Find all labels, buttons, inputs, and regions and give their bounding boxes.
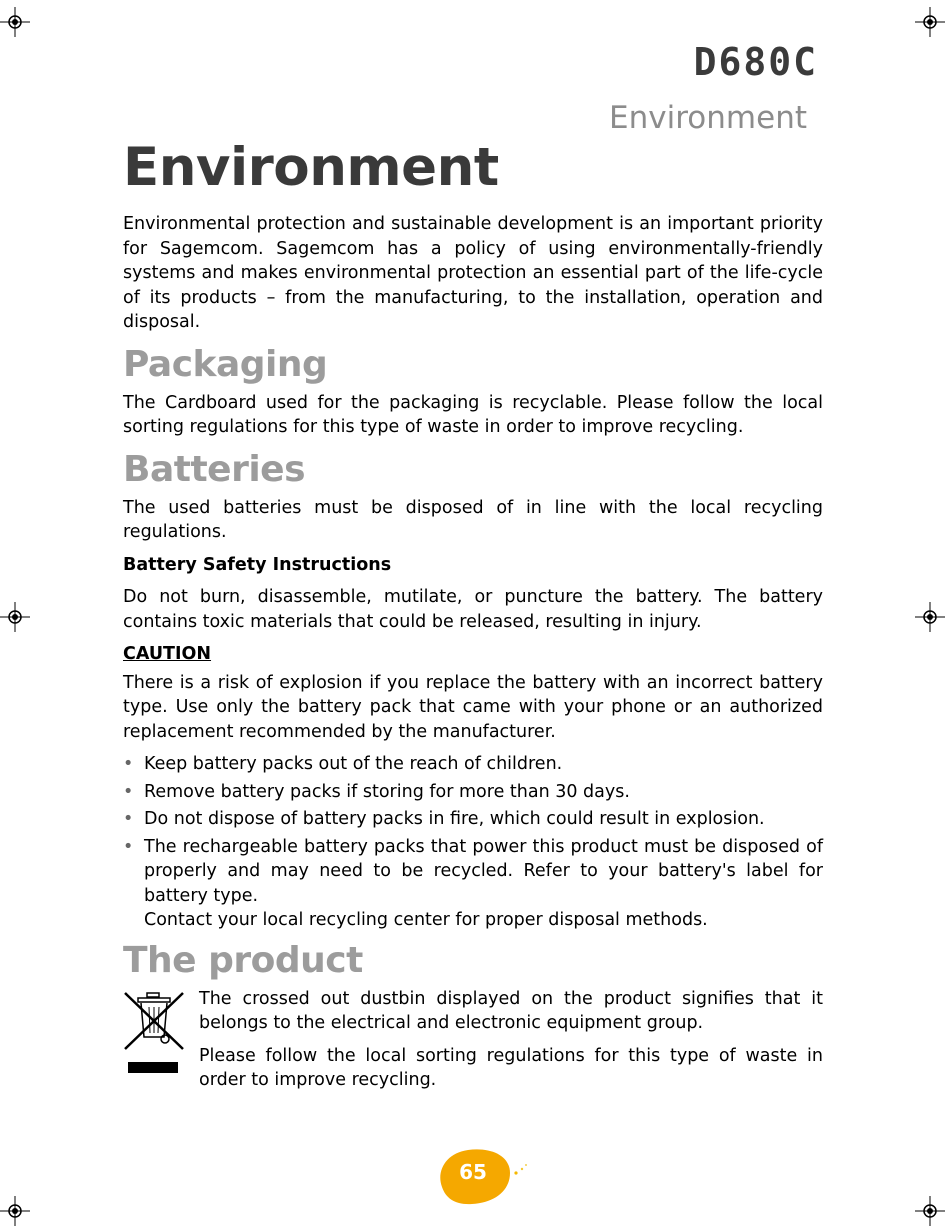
- product-block: [123, 987, 823, 1101]
- list-item-extra: Contact your local recycling center for proper disposal methods.: [144, 910, 708, 930]
- product-paragraph-1: The crossed out dustbin displayed on the product signifies that it belongs to the electrical and electronic equipment group.: [199, 988, 823, 1033]
- registration-mark-icon: [0, 1196, 30, 1226]
- page-number: 65: [459, 1160, 487, 1184]
- page-content: [123, 136, 823, 1101]
- product-heading: The product: [123, 939, 363, 981]
- packaging-paragraph: The Cardboard used for the packaging is recyclable. Please follow the local sorting regulations for this type of waste in order to improve recycling.: [123, 392, 823, 437]
- list-item: • Do not dispose of battery packs in fire, which could result in explosion.: [123, 809, 765, 829]
- registration-mark-icon: [0, 7, 30, 37]
- registration-mark-icon: [915, 1196, 945, 1226]
- packaging-heading: Packaging: [123, 343, 328, 385]
- battery-bullet-list: [123, 752, 823, 933]
- batteries-paragraph: The used batteries must be disposed of in line with the local recycling regulations.: [123, 497, 823, 542]
- list-item: • The rechargeable battery packs that power this product must be disposed of properly and may need to be recycled. Refer to your battery's label for battery type. Contact your local recycling center for proper disposal methods.: [123, 836, 823, 930]
- list-item: • Remove battery packs if storing for more than 30 days.: [123, 781, 630, 802]
- section-header: Environment: [609, 100, 807, 136]
- list-item: • Keep battery packs out of the reach of children.: [123, 754, 563, 774]
- caution-paragraph: There is a risk of explosion if you replace the battery with an incorrect battery type. Use only the battery pack that came with your phone or an authorized replacement recommended by the manufacturer.: [123, 672, 823, 742]
- intro-paragraph: Environmental protection and sustainable development is an important priority for Sagemcom. Sagemcom has a policy of using environmentally-friendly systems and makes environmental protection an essential part of the life-cycle of its products – from the manufacturing, to the installation, operation and disposal.: [123, 214, 823, 332]
- registration-mark-icon: [915, 7, 945, 37]
- battery-safety-paragraph: Do not burn, disassemble, mutilate, or puncture the battery. The battery contains toxic materials that could be released, resulting in injury.: [123, 587, 823, 632]
- batteries-heading: Batteries: [123, 448, 306, 490]
- registration-mark-icon: [0, 602, 30, 632]
- crossed-out-dustbin-icon: [123, 987, 185, 1077]
- caution-heading: CAUTION: [123, 644, 212, 664]
- battery-safety-heading: Battery Safety Instructions: [123, 554, 392, 575]
- product-paragraph-2: Please follow the local sorting regulations for this type of waste in order to improve recycling.: [199, 1045, 823, 1090]
- registration-mark-icon: [915, 602, 945, 632]
- page-title: Environment: [123, 137, 499, 198]
- sparkle-icon: [512, 1162, 530, 1176]
- model-name: D680C: [693, 40, 818, 84]
